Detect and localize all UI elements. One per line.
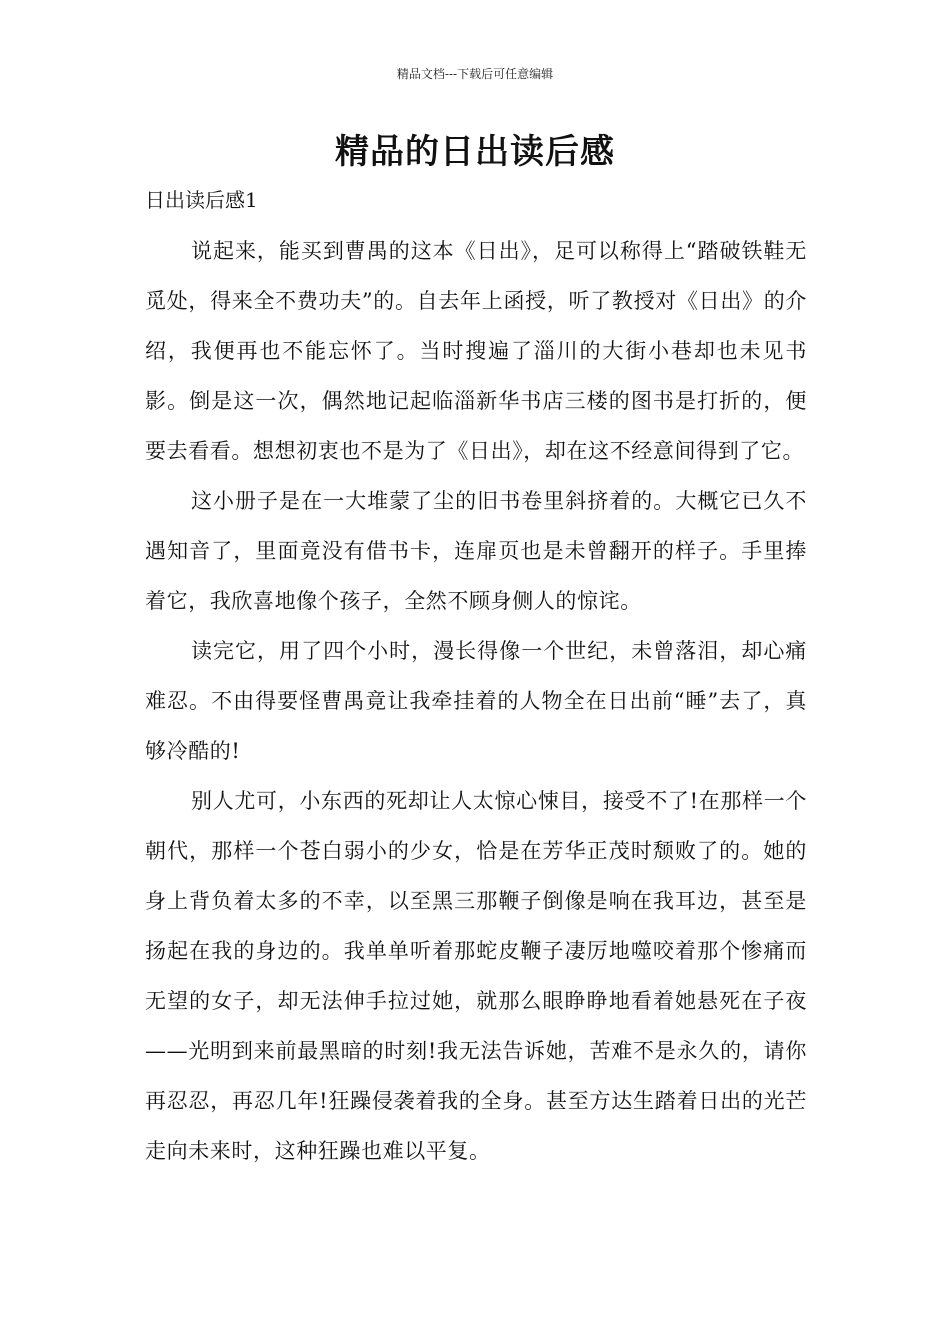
paragraph-1: 说起来，能买到曹禺的这本《日出》，足可以称得上“踏破铁鞋无觅处，得来全不费功夫”的。自去年上函授，听了教授对《日出》的介绍，我便再也不能忘怀了。当时搜遍了淄川的大街小巷却也未见书影。倒是这一次，偶然地记起临淄新华书店三楼的图书是打折的，便要去看看。想想初衷也不是为了《日出》，却在这不经意间得到了它。 — [145, 239, 807, 463]
paragraph-4: 别人尤可，小东西的死却让人太惊心悚目，接受不了!在那样一个朝代，那样一个苍白弱小的少女，恰是在芳华正茂时颓败了的。她的身上背负着太多的不幸，以至黑三那鞭子倒像是响在我耳边，甚至是扬起在我的身边的。我单单听着那蛇皮鞭子凄厉地噬咬着那个惨痛而无望的女子，却无法伸手拉过她，就那么眼睁睁地看着她悬死在子夜——光明到来前最黑暗的时刻!我无法告诉她，苦难不是永久的，请你再忍忍，再忍几年!狂躁侵袭着我的全身。甚至方达生踏着日出的光芒走向未来时，这种狂躁也难以平复。 — [145, 789, 807, 1163]
paragraph-3: 读完它，用了四个小时，漫长得像一个世纪，未曾落泪，却心痛难忍。不由得要怪曹禺竟让我牵挂着的人物全在日出前“睡”去了，真够冷酷的! — [145, 639, 807, 763]
section-heading: 日出读后感1 — [145, 188, 258, 212]
header-note: 精品文档---下载后可任意编辑 — [396, 67, 554, 81]
document-body — [145, 226, 807, 1176]
document-title: 精品的日出读后感 — [335, 132, 615, 172]
paragraph-2: 这小册子是在一大堆蒙了尘的旧书卷里斜挤着的。大概它已久不遇知音了，里面竟没有借书卡，连扉页也是未曾翻开的样子。手里捧着它，我欣喜地像个孩子，全然不顾身侧人的惊诧。 — [145, 489, 807, 613]
